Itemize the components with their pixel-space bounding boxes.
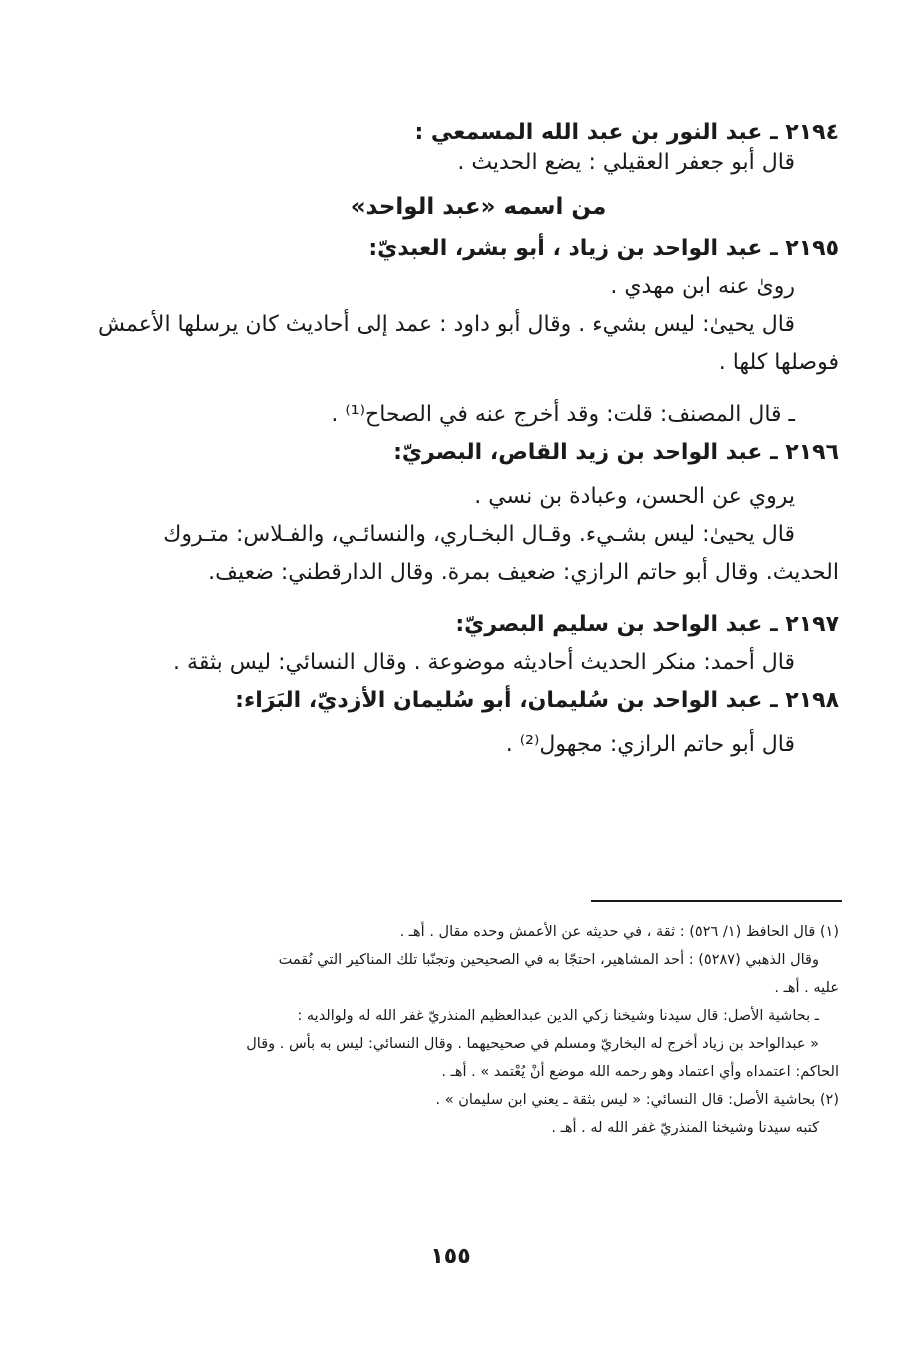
entry-2195-text-1: رویٰ عنه ابن مهدي . [610,274,795,299]
entry-2196-text-2: قال يحيىٰ: ليس بشـيء. وقـال البخـاري، والنسائـي، والفـلاس: متـروك [163,522,795,547]
main-text [98,118,839,760]
footnote-1: (١) قال الحافظ (١/ ٥٢٦) : ثقة ، في حديثه عن الأعمش وحده مقال . أهـ . [399,924,839,940]
footnote-1-line-6: الحاكم: اعتمداه وأي اعتماد وهو رحمه الله موضع أنْ يُعْتمد » . أهـ . [441,1064,839,1080]
footnote-1-line-4: ـ بحاشية الأصل: قال سيدنا وشيخنا زكي الدين عبدالعظيم المنذريّ غفر الله له ولوالديه : [297,1008,819,1024]
entry-2194-text: قال أبو جعفر العقيلي : يضع الحديث . [457,150,795,175]
footnote-2: (٢) بحاشية الأصل: قال النسائي: « ليس بثقة ـ يعني ابن سليمان » . [435,1092,839,1108]
section-title: من اسمه «عبد الواحد» [350,194,607,220]
footnote-1-line-3: عليه . أهـ . [774,980,839,996]
entry-2198-text: قال أبو حاتم الرازي: مجهول⁽²⁾ . [505,732,795,757]
page-number: ١٥٥ [430,1244,471,1269]
entry-2197-heading: ٢١٩٧ ـ عبد الواحد بن سليم البصريّ: [455,612,839,637]
entry-2196-text-1: يروي عن الحسن، وعبادة بن نسي . [474,484,795,509]
footnotes [118,918,839,1142]
entry-2195-text-3: فوصلها كلها . [718,350,839,375]
entry-2196-heading: ٢١٩٦ ـ عبد الواحد بن زيد القاص، البصريّ: [393,440,839,465]
footnote-1-line-2: وقال الذهبي (٥٢٨٧) : أحد المشاهير، احتجّا به في الصحيحين وتجنّبا تلك المناكير التي نُقمت [278,952,819,968]
author-remark: ـ قال المصنف: قلت: وقد أخرج عنه في الصحاح⁽¹⁾ . [331,402,795,427]
entry-2194-heading: ٢١٩٤ ـ عبد النور بن عبد الله المسمعي : [414,120,839,145]
footnote-1-line-5: « عبدالواحد بن زياد أخرج له البخاريّ ومسلم في صحيحيهما . وقال النسائي: ليس به بأس . وقال [246,1036,819,1052]
footnote-divider [591,900,842,902]
entry-2198-heading: ٢١٩٨ ـ عبد الواحد بن سُليمان، أبو سُليمان الأزديّ، البَرَاء: [235,688,839,713]
entry-2195-text-2: قال يحيىٰ: ليس بشيء . وقال أبو داود : عمد إلى أحاديث كان يرسلها الأعمش [98,312,795,337]
entry-2195-heading: ٢١٩٥ ـ عبد الواحد بن زياد ، أبو بشر، العبديّ: [368,236,839,261]
footnote-2-line-2: كتبه سيدنا وشيخنا المنذريّ غفر الله له . أهـ . [551,1120,819,1136]
entry-2197-text: قال أحمد: منكر الحديث أحاديثه موضوعة . وقال النسائي: ليس بثقة . [173,650,795,675]
entry-2196-text-3: الحديث. وقال أبو حاتم الرازي: ضعيف بمرة. وقال الدارقطني: ضعيف. [208,560,839,585]
